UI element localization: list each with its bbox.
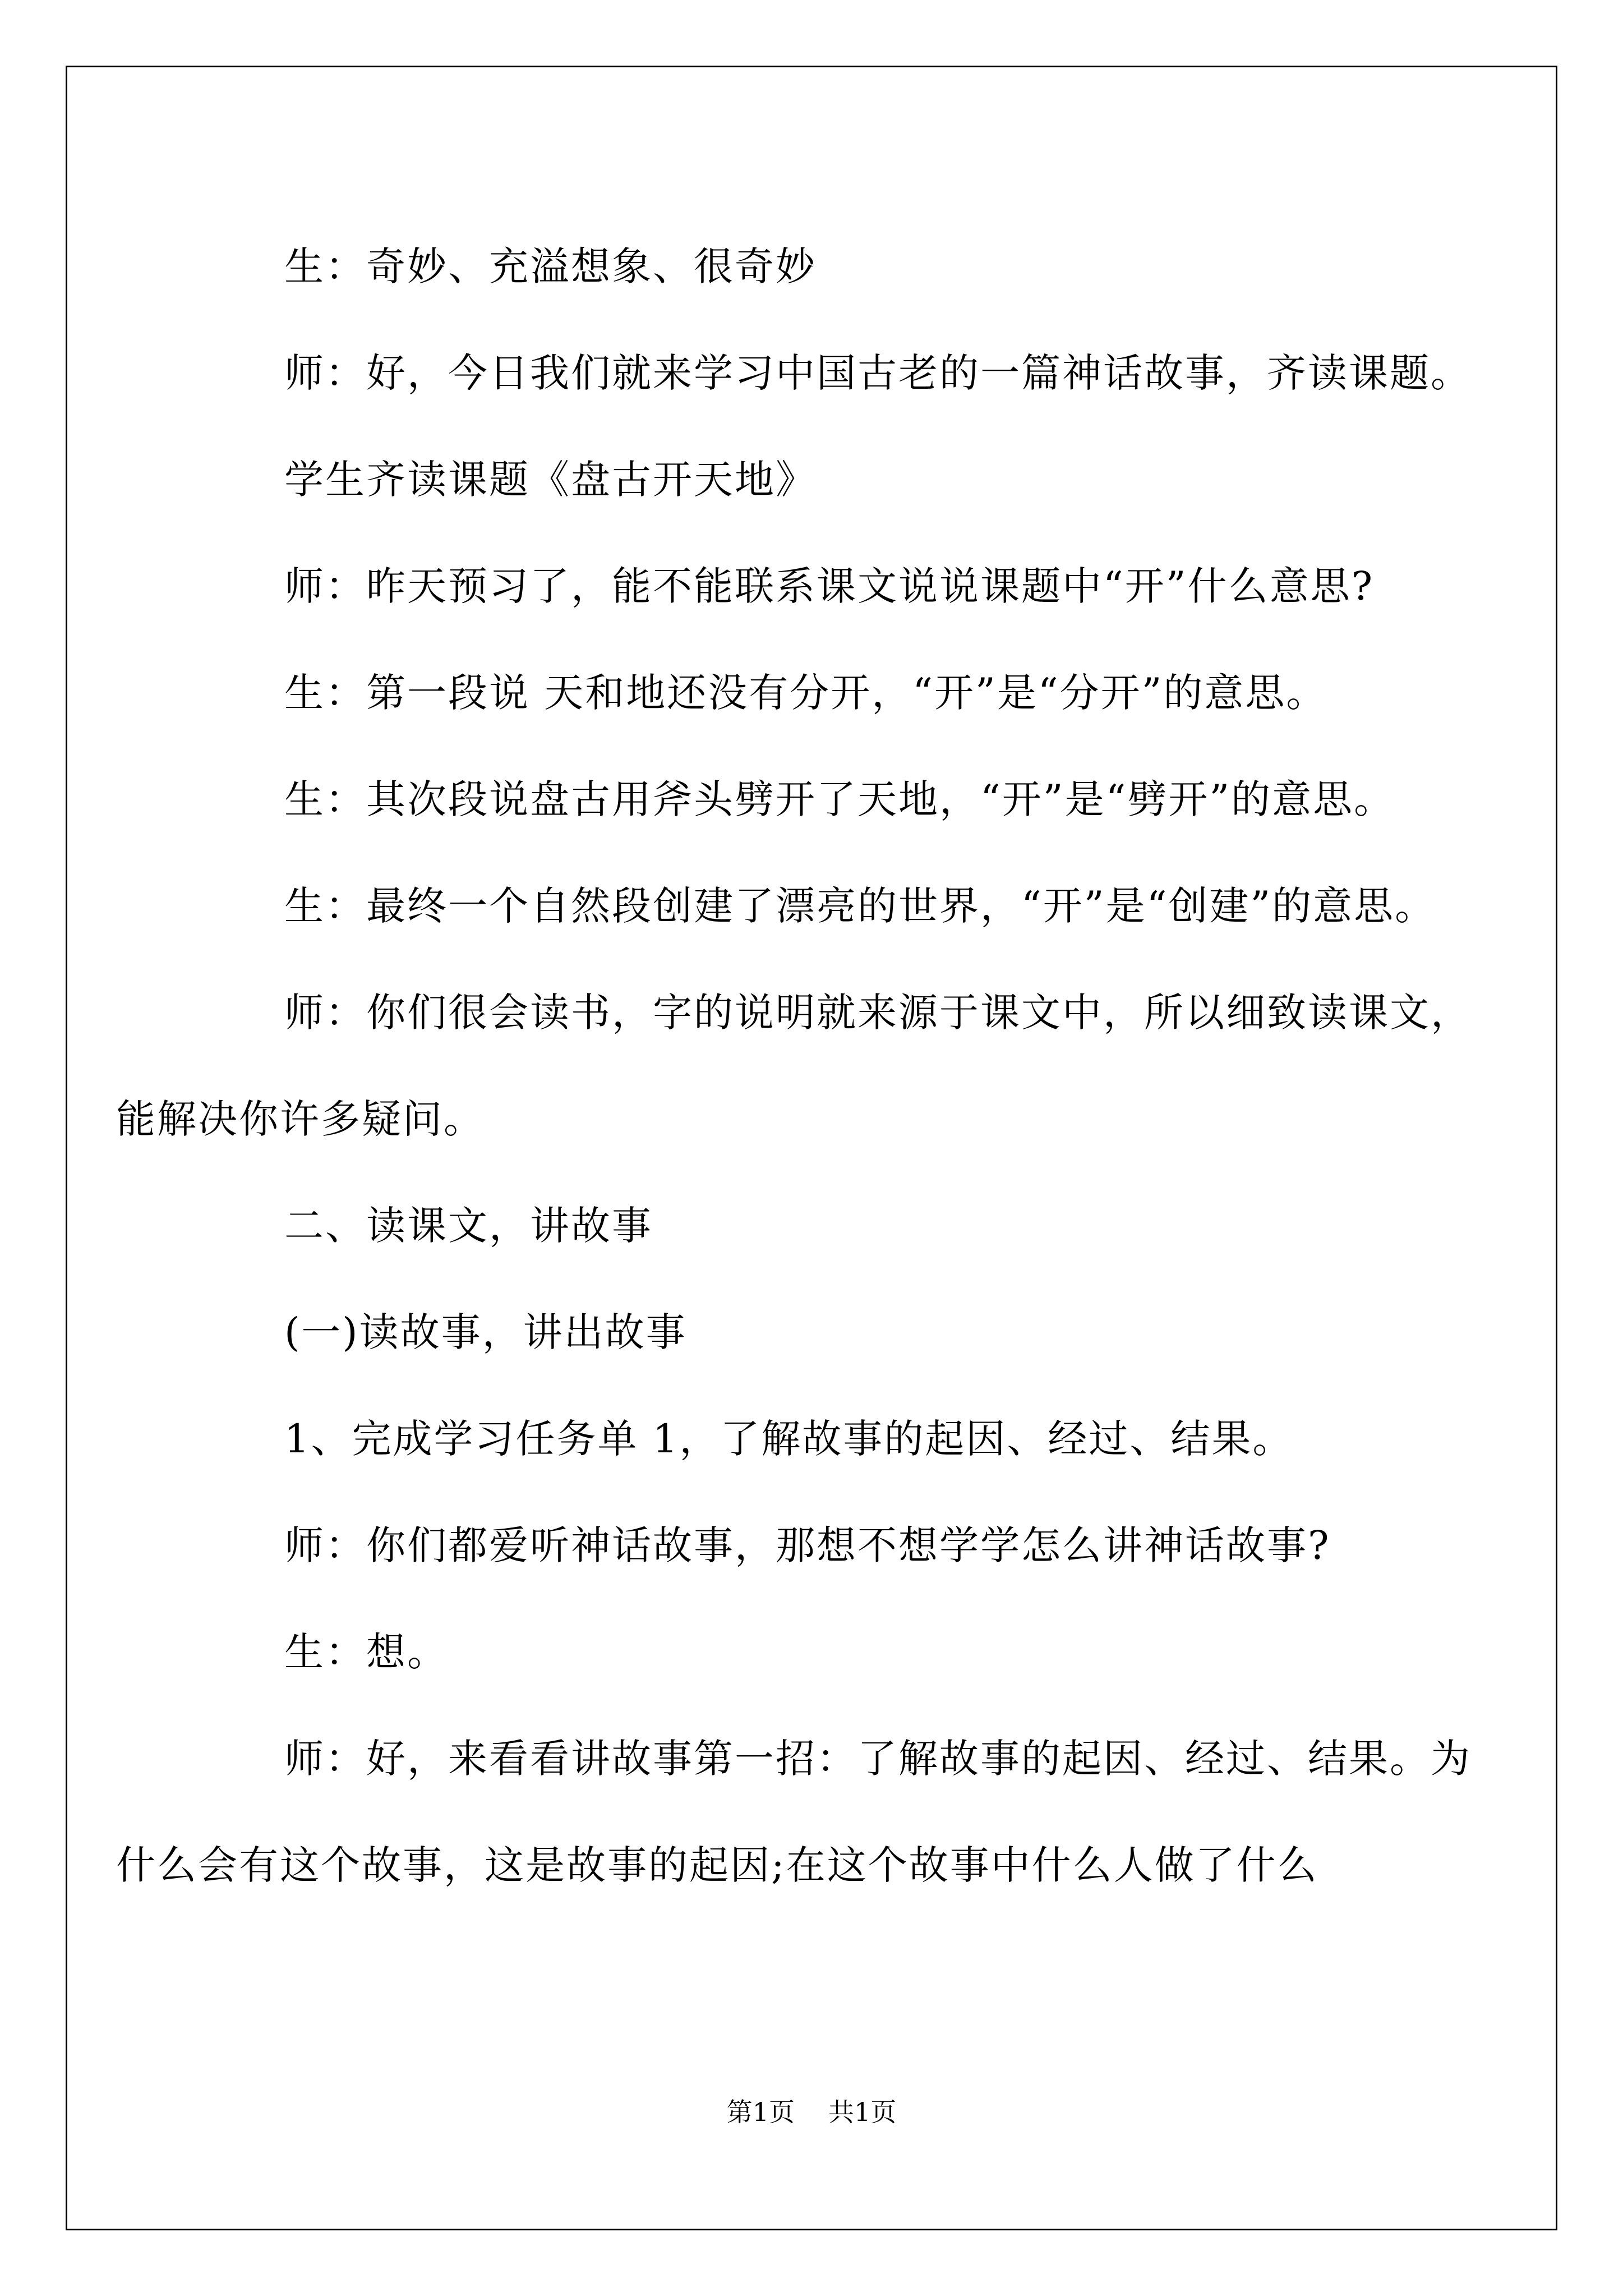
paragraph: 师：昨天预习了，能不能联系课文说说课题中“开”什么意思? [284,563,1375,609]
paragraph: 师：你们都爱听神话故事，那想不想学学怎么讲神话故事? [284,1522,1331,1568]
paragraph: 生：想。 [284,1629,448,1675]
page-total: 共1页 [828,2097,897,2127]
page-number: 第1页 [726,2097,795,2127]
paragraph: (一)读故事，讲出故事 [284,1309,687,1355]
paragraph: 生：最终一个自然段创建了漂亮的世界，“开”是“创建”的意思。 [284,883,1436,929]
paragraph: 师：好，来看看讲故事第一招：了解故事的起因、经过、结果。为什么会有这个故事，这是故事的起因;在这个故事中什么人做了什么 [116,1736,1472,1888]
paragraph: 师：好，今日我们就来学习中国古老的一篇神话故事，齐读课题。 [284,350,1472,396]
paragraph: 师：你们很会读书，字的说明就来源于课文中，所以细致读课文，能解决你许多疑问。 [116,990,1472,1142]
page-footer [0,2095,1623,2129]
paragraph: 二、读课文，讲故事 [284,1203,653,1249]
paragraph: 1、完成学习任务单 1，了解故事的起因、经过、结果。 [284,1416,1294,1462]
paragraph: 生：奇妙、充溢想象、很奇妙 [284,243,817,289]
paragraph: 学生齐读课题《盘古开天地》 [284,457,817,503]
paragraph: 生：第一段说 天和地还没有分开，“开”是“分开”的意思。 [284,670,1327,716]
document-body [116,213,1479,1918]
paragraph: 生：其次段说盘古用斧头劈开了天地，“开”是“劈开”的意思。 [284,776,1395,822]
